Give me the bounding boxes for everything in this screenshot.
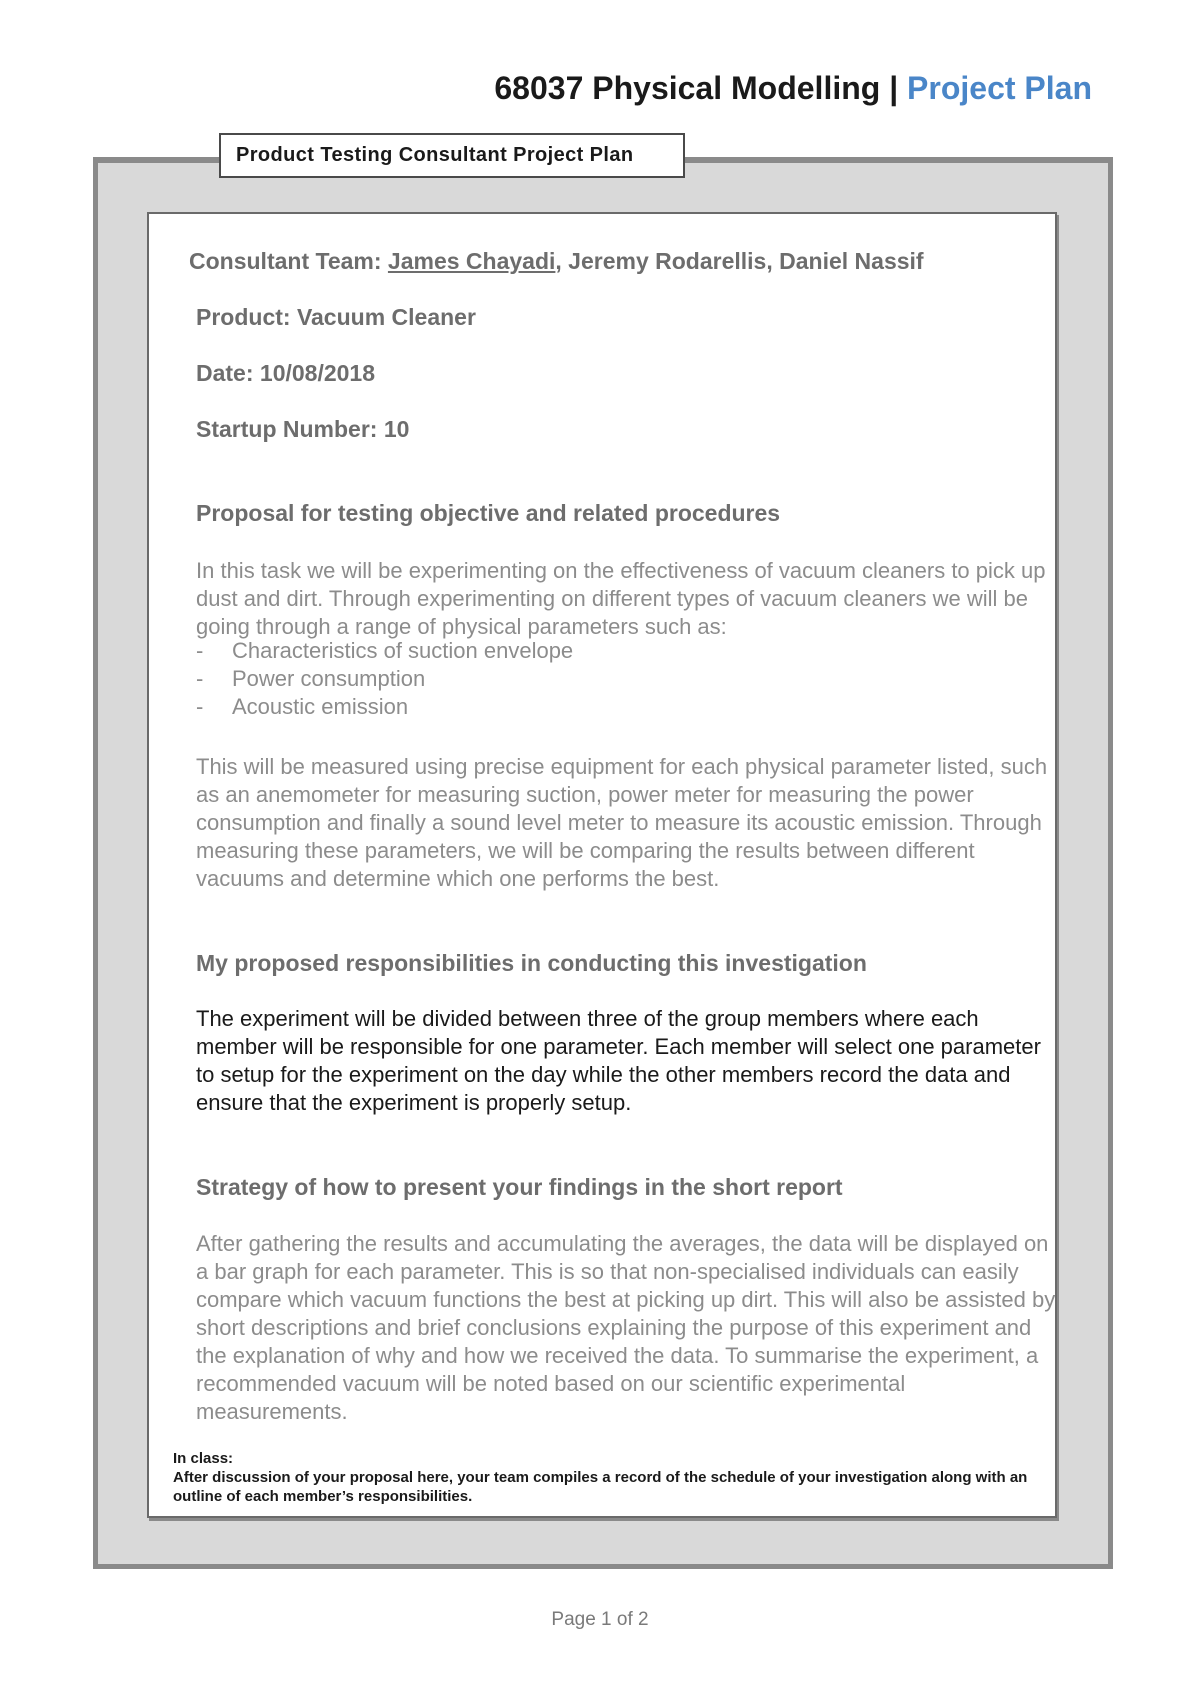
strategy-paragraph: After gathering the results and accumulating the averages, the data will be displayed on a bar graph for each parameter. This is so that non-specialised individuals can easily compare which vacuum functions the best at picking up dirt. This will also be assisted by short descriptions and brief conclusions explaining the purpose of this experiment and the explanation of why and how we received the data. To summarise the experiment, a recommended vacuum will be noted based on our scientific experimental measurements. xyxy=(196,1231,1056,1424)
consultant-team xyxy=(189,248,924,275)
date-line: Date: 10/08/2018 xyxy=(196,360,376,386)
list-item: - Characteristics of suction envelope xyxy=(196,638,574,663)
strategy-heading: Strategy of how to present your findings in the short report xyxy=(196,1174,843,1200)
team-label: Consultant Team: xyxy=(189,248,382,274)
course-title: 68037 Physical Modelling | xyxy=(494,70,899,106)
list-item: - Power consumption xyxy=(196,666,426,691)
in-class-note xyxy=(173,1449,1053,1506)
proposal-heading: Proposal for testing objective and related procedures xyxy=(196,500,781,526)
product-line: Product: Vacuum Cleaner xyxy=(196,304,476,330)
responsibilities-paragraph: The experiment will be divided between three of the group members where each member will be responsible for one parameter. Each member will select one parameter to setup for the experiment on the day while the other members record the data and ensure that the experiment is properly setup. xyxy=(196,1006,1041,1115)
startup-number-line: Startup Number: 10 xyxy=(196,416,410,442)
in-class-label: In class: xyxy=(173,1450,234,1467)
document-header-title xyxy=(494,70,1092,107)
team-other-members: , Jeremy Rodarellis, Daniel Nassif xyxy=(555,248,924,274)
team-lead-name: James Chayadi xyxy=(387,248,556,274)
proposal-intro: In this task we will be experimenting on the effectiveness of vacuum cleaners to pick up dust and dirt. Through experimenting on different types of vacuum cleaners we will be going through a range of physical parameters such as: xyxy=(196,558,1046,639)
plan-title-box: Product Testing Consultant Project Plan xyxy=(219,133,685,178)
parameter-list xyxy=(196,637,573,721)
responsibilities-heading: My proposed responsibilities in conducting this investigation xyxy=(196,950,867,976)
measurement-paragraph: This will be measured using precise equipment for each physical parameter listed, such as an anemometer for measuring suction, power meter for measuring the power consumption and finally a sound level meter to measure its acoustic emission. Through measuring these parameters, we will be comparing the results between different vacuums and determine which one performs the best. xyxy=(196,754,1048,891)
in-class-text: After discussion of your proposal here, your team compiles a record of the schedule of your investigation along with an outline of each member’s responsibilities. xyxy=(173,1469,1028,1505)
document-type: Project Plan xyxy=(907,70,1092,106)
list-item: - Acoustic emission xyxy=(196,694,409,719)
page-number: Page 1 of 2 xyxy=(551,1609,649,1630)
